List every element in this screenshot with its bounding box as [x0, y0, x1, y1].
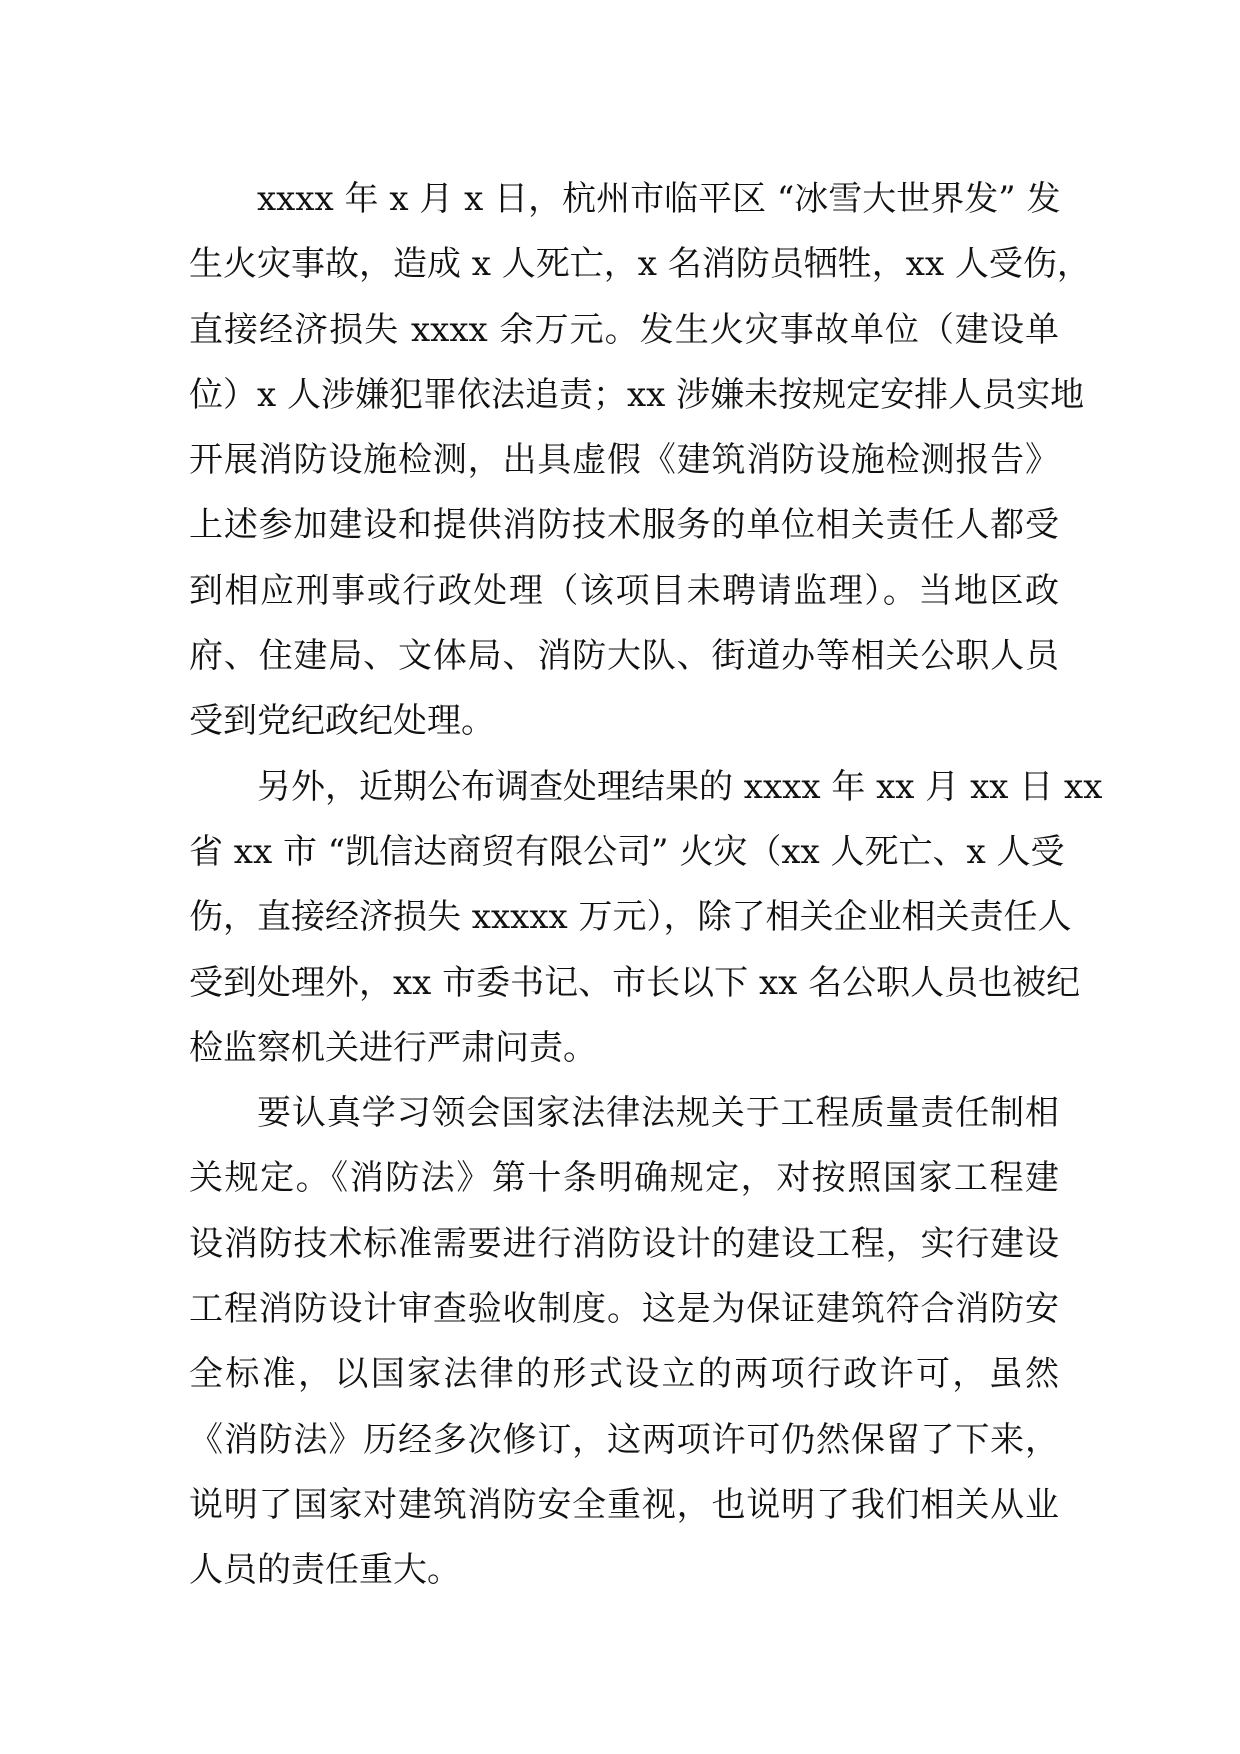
- paragraph-line: 省 xx 市 “凯信达商贸有限公司” 火灾（xx 人死亡、x 人受: [189, 831, 1065, 872]
- paragraph-line: 到相应刑事或行政处理（该项目未聘请监理）。当地区政: [189, 570, 1059, 611]
- paragraph-line: 说明了国家对建筑消防安全重视，也说明了我们相关从业: [189, 1484, 1059, 1525]
- paragraph-line: 《消防法》历经多次修订，这两项许可仍然保留了下来，: [189, 1419, 1059, 1460]
- paragraph-line: 工程消防设计审查验收制度。这是为保证建筑符合消防安: [189, 1289, 1059, 1330]
- paragraph-line: 要认真学习领会国家法律法规关于工程质量责任制相: [257, 1093, 1059, 1134]
- paragraph-line: 关规定。《消防法》第十条明确规定，对按照国家工程建: [189, 1158, 1059, 1199]
- paragraph-line: xxxx 年 x 月 x 日，杭州市临平区 “冰雪大世界发” 发: [257, 179, 1061, 219]
- paragraph-line: 另外，近期公布调查处理结果的 xxxx 年 xx 月 xx 日 xx: [257, 766, 1103, 807]
- paragraph-line: 人员的责任重大。: [189, 1550, 461, 1591]
- paragraph-2: [189, 755, 1103, 1081]
- paragraph-line: 开展消防设施检测，出具虚假《建筑消防设施检测报告》: [189, 440, 1059, 481]
- paragraph-1: [189, 167, 1091, 755]
- paragraph-line: 直接经济损失 xxxx 余万元。发生火灾事故单位（建设单: [189, 309, 1059, 350]
- document-body: [189, 167, 1103, 1604]
- paragraph-line: 位）x 人涉嫌犯罪依法追责；xx 涉嫌未按规定安排人员实地: [189, 374, 1085, 415]
- paragraph-line: 生火灾事故，造成 x 人死亡，x 名消防员牺牲，xx 人受伤，: [189, 244, 1091, 285]
- paragraph-line: 全标准，以国家法律的形式设立的两项行政许可，虽然: [189, 1354, 1059, 1395]
- paragraph-line: 上述参加建设和提供消防技术服务的单位相关责任人都受: [189, 505, 1059, 546]
- paragraph-line: 检监察机关进行严肃问责。: [189, 1027, 597, 1068]
- paragraph-3: [189, 1081, 1059, 1603]
- paragraph-line: 府、住建局、文体局、消防大队、街道办等相关公职人员: [189, 636, 1059, 677]
- paragraph-line: 受到党纪政纪处理。: [189, 701, 495, 742]
- paragraph-line: 伤，直接经济损失 xxxxx 万元），除了相关企业相关责任人: [189, 897, 1072, 938]
- paragraph-line: 受到处理外，xx 市委书记、市长以下 xx 名公职人员也被纪: [189, 962, 1081, 1003]
- paragraph-line: 设消防技术标准需要进行消防设计的建设工程，实行建设: [189, 1223, 1059, 1264]
